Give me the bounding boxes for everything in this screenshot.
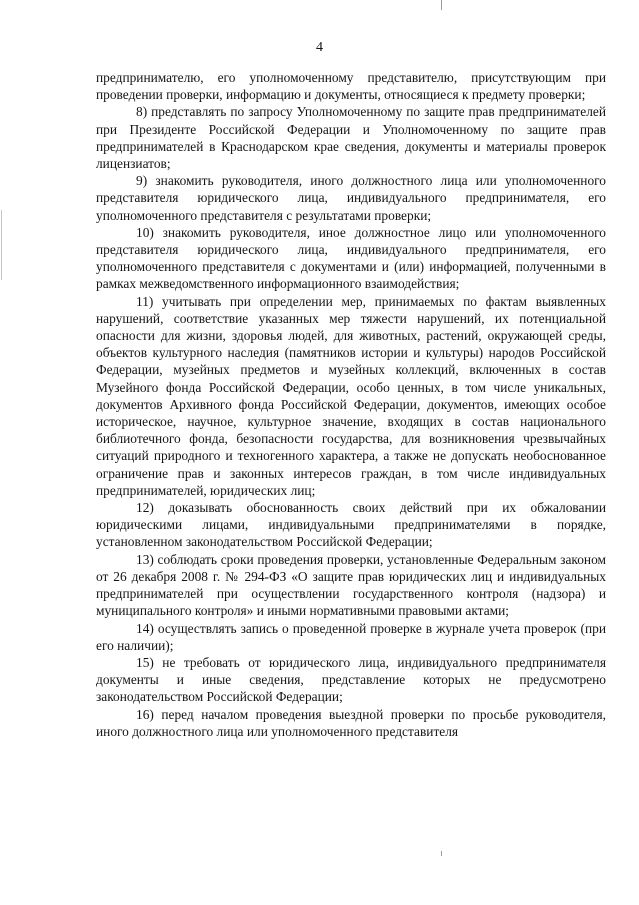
page-number: 4 <box>316 40 323 55</box>
paragraph: 11) учитывать при определении мер, принимаемых по фактам выявленных нарушений, соответствие указанных мер тяжести нарушений, их потенциальной опасности для жизни, здоровья людей, для животных, растений, окружающей среды, объектов культурного наследия (памятников истории и культуры) народов Российской Федерации, музейных предметов и музейных коллекций, включенных в состав Музейного фонда Российской Федерации, особо ценных, в том числе уникальных, документов Архивного фонда Российской Федерации, документов, имеющих особое историческое, научное, культурное значение, входящих в состав национального библиотечного фонда, безопасности государства, для возникновения чрезвычайных ситуаций природного и техногенного характера, а также не допускать необоснованное ограничение прав и законных интересов граждан, в том числе индивидуальных предпринимателей, юридических лиц; <box>96 293 606 498</box>
paragraph: 8) представлять по запросу Уполномоченному по защите прав предпринимателей при Президенте Российской Федерации и Уполномоченному по защите прав предпринимателей в Краснодарском крае сведения, документы и материалы проверок лицензиатов; <box>96 104 606 172</box>
paragraph: 14) осуществлять запись о проведенной проверке в журнале учета проверок (при его наличии); <box>96 620 606 653</box>
paragraph: 15) не требовать от юридического лица, индивидуального предпринимателя документы и иные сведения, представление которых не предусмотрено законодательством Российской Федерации; <box>96 654 606 705</box>
paragraph: 10) знакомить руководителя, иное должностное лицо или уполномоченного представителя юридического лица, индивидуального предпринимателя, его уполномоченного представителя с документами и (или) информацией, полученными в рамках межведомственного информационного взаимодействия; <box>96 224 606 292</box>
scan-artifact <box>441 0 442 10</box>
paragraph: 12) доказывать обоснованность своих действий при их обжаловании юридическими лицами, индивидуальными предпринимателями в порядке, установленном законодательством Российской Федерации; <box>96 500 606 550</box>
document-body <box>96 69 606 740</box>
paragraph: 13) соблюдать сроки проведения проверки, установленные Федеральным законом от 26 декабря 2008 г. № 294-ФЗ «О защите прав юридических лиц и индивидуальных предпринимателей при осуществлении государственного контроля (надзора) и муниципального контроля» и иными нормативными правовыми актами; <box>96 551 606 619</box>
paragraph: 16) перед началом проведения выездной проверки по просьбе руководителя, иного должностного лица или уполномоченного представителя <box>96 706 606 739</box>
scan-artifact <box>1 210 2 280</box>
scan-artifact <box>441 851 442 856</box>
paragraph: 9) знакомить руководителя, иного должностного лица или уполномоченного представителя юридического лица, индивидуального предпринимателя, его уполномоченного представителя с результатами проверки; <box>96 173 606 223</box>
paragraph: предпринимателю, его уполномоченному представителю, присутствующим при проведении проверки, информацию и документы, относящиеся к предмету проверки; <box>96 70 606 103</box>
